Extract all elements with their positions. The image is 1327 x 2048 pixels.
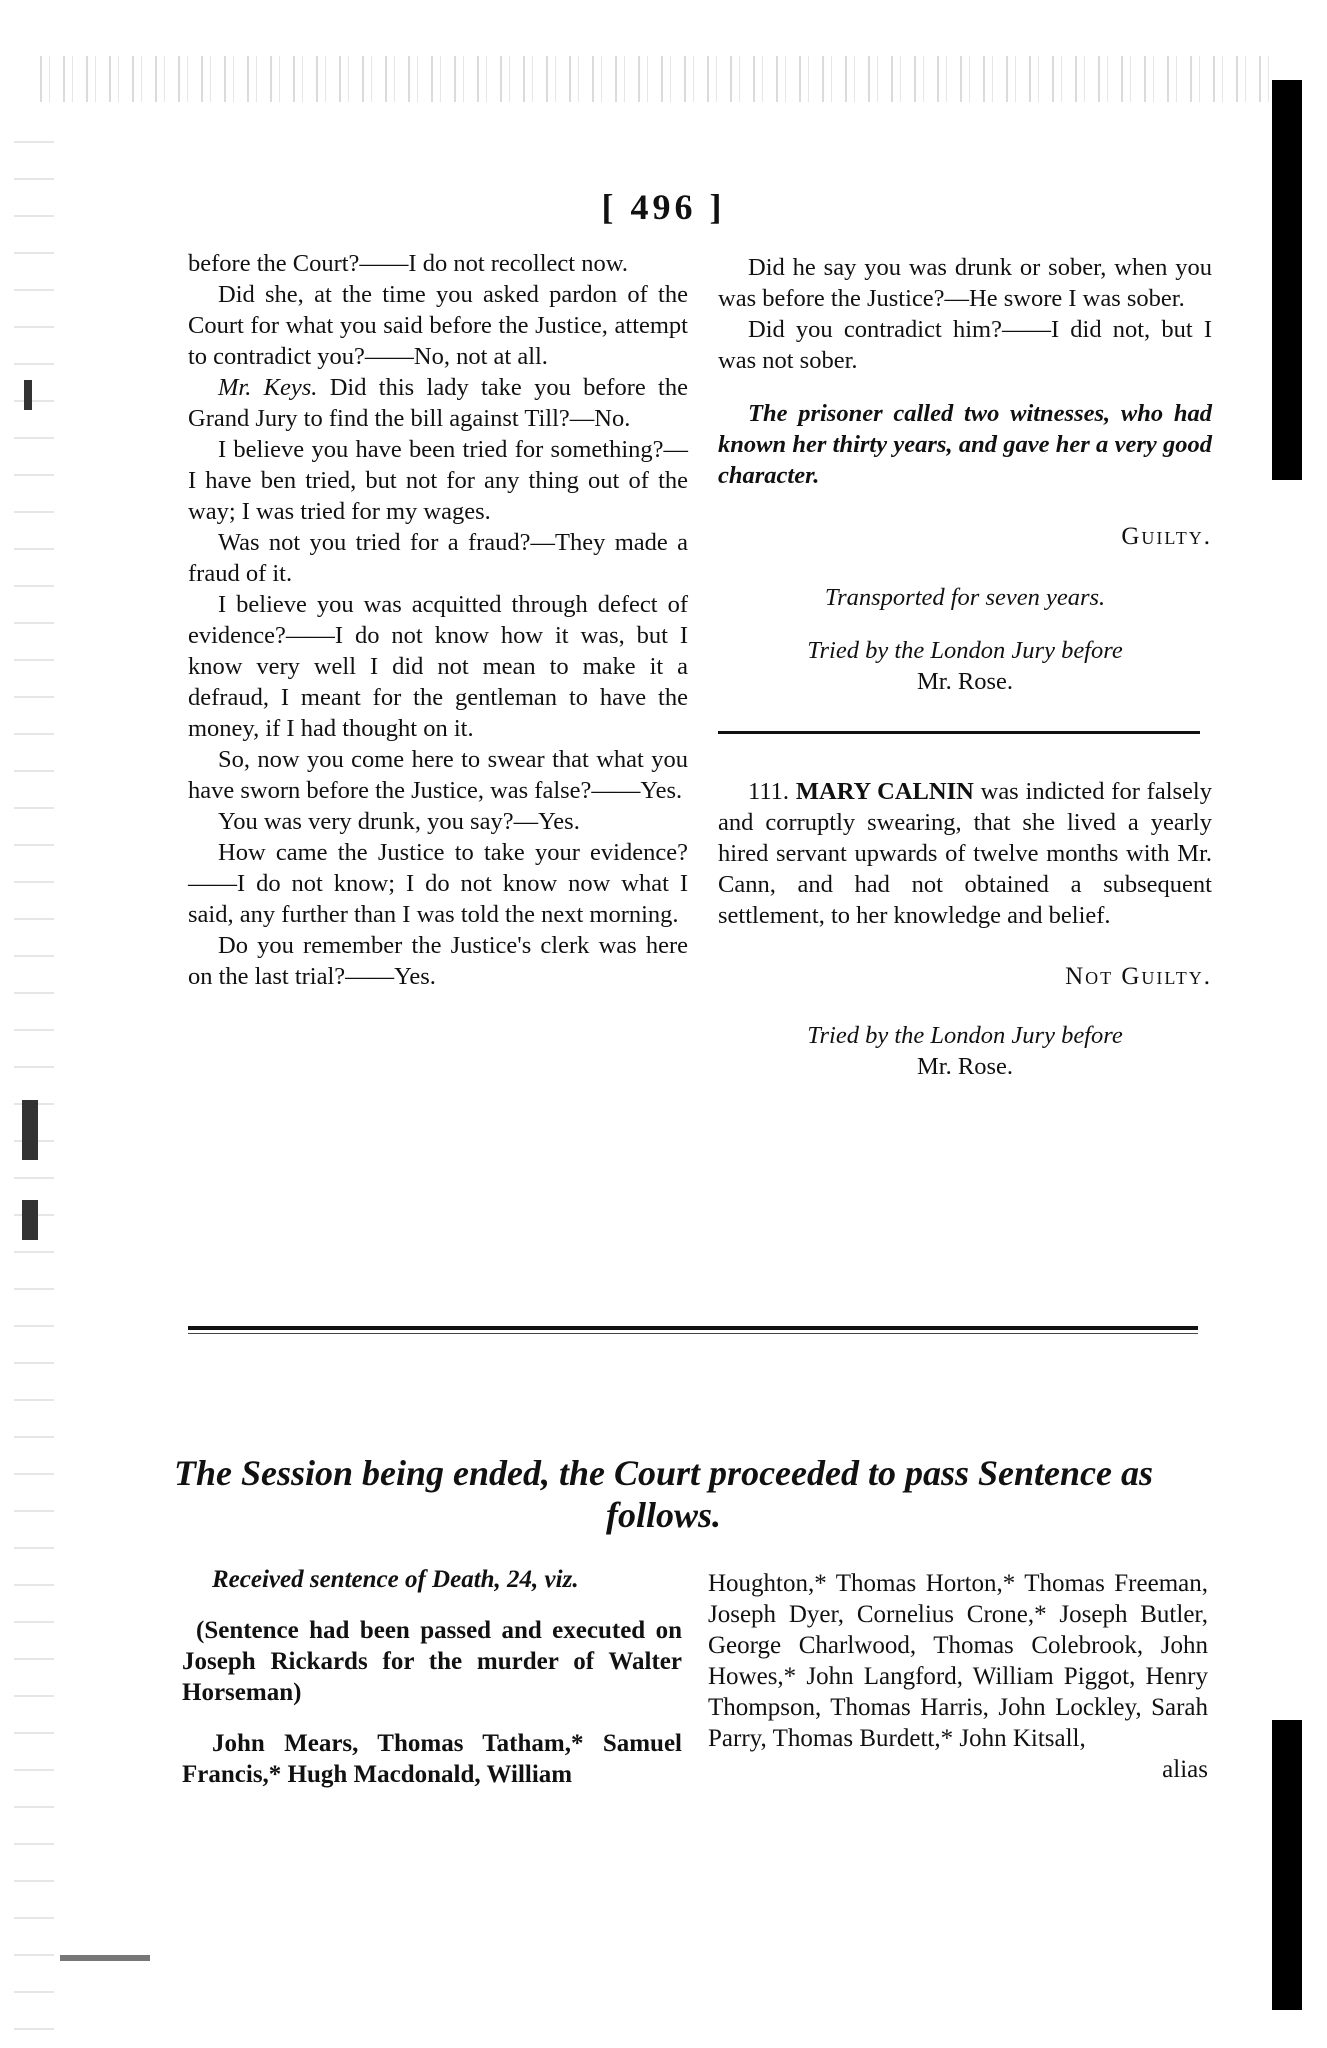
- paragraph: [188, 372, 688, 434]
- paragraph: How came the Justice to take your evidence?——I do not know; I do not know now what I said, any further than I was told the next morning.: [188, 839, 688, 928]
- paragraph: So, now you come here to swear that what you have sworn before the Justice, was false?——Yes.: [188, 746, 688, 804]
- tried-by-judge: [718, 1051, 1212, 1082]
- sentence-list-right: [708, 1568, 1208, 1785]
- death-sentence-heading: Received sentence of Death, 24, viz.: [212, 1566, 579, 1593]
- paragraph: Did she, at the time you asked pardon of the Court for what you said before the Justice, attempt to contradict you?——No, not at all.: [188, 281, 688, 370]
- verdict-not-guilty: Not Guilty.: [1065, 963, 1212, 990]
- page-number: [ 496 ]: [601, 187, 726, 227]
- left-column: [188, 248, 688, 992]
- margin-mark: [22, 1100, 38, 1160]
- verdict-guilty: Guilty.: [1121, 523, 1212, 550]
- margin-mark: [24, 380, 32, 410]
- paragraph: I believe you have been tried for something?—I have ben tried, but not for any thing out of the way; I was tried for my wages.: [188, 436, 688, 525]
- tried-by-judge: [718, 666, 1212, 697]
- section-rule: [718, 731, 1200, 734]
- names-list: Houghton,* Thomas Horton,* Thomas Freeman, Joseph Dyer, Cornelius Crone,* Joseph Butler, George Charlwood, Thomas Colebrook, John Howes,* John Langford, William Piggot, Henry Thompson, Thomas Harris, John Lockley, Sarah Parry, Thomas Burdett,* John Kitsall,: [708, 1570, 1208, 1752]
- paragraph: Did he say you was drunk or sober, when you was before the Justice?—He swore I was sober.: [718, 254, 1212, 312]
- judge-name: Mr. Rose.: [917, 668, 1013, 695]
- execution-note: (Sentence had been passed and executed on Joseph Rickards for the murder of Walter Horseman): [182, 1617, 682, 1706]
- margin-mark: [22, 1200, 38, 1240]
- defendant-name: MARY CALNIN: [795, 778, 974, 805]
- edge-bar-bottom-right: [1272, 1720, 1302, 2010]
- paragraph: before the Court?——I do not recollect now.: [188, 250, 628, 277]
- section-divider-thick: [188, 1326, 1198, 1330]
- session-heading: The Session being ended, the Court proceeded to pass Sentence as follows.: [174, 1453, 1153, 1535]
- alias-word: alias: [1162, 1756, 1208, 1783]
- speaker-name: Mr. Keys.: [218, 374, 318, 401]
- prisoner-note: The prisoner called two witnesses, who had known her thirty years, and gave her a very good character.: [718, 400, 1212, 489]
- tried-by: Tried by the London Jury before: [807, 1022, 1123, 1049]
- right-column: [718, 252, 1212, 1082]
- section-divider-thin: [188, 1333, 1198, 1334]
- margin-mark: [60, 1955, 150, 1961]
- sentence-text: Transported for seven years.: [824, 584, 1106, 611]
- scan-noise-left: [14, 110, 54, 2030]
- tried-by: Tried by the London Jury before: [807, 637, 1123, 664]
- case-text: was indicted for falsely and corruptly swearing, that she lived a yearly hired servant upwards of twelve months with Mr. Cann, and had not obtained a subsequent settlement, to her knowledge and belief.: [718, 778, 1212, 929]
- paragraph: Was not you tried for a fraud?—They made a fraud of it.: [188, 529, 688, 587]
- sentence-list-left: [182, 1564, 682, 1790]
- paragraph: You was very drunk, you say?—Yes.: [218, 808, 580, 835]
- paragraph: I believe you was acquitted through defect of evidence?——I do not know how it was, but I know very well I did not mean to make it a defraud, I meant for the gentleman to have the money, if I had thought on it.: [188, 591, 688, 742]
- names-list: John Mears, Thomas Tatham,* Samuel Francis,* Hugh Macdonald, William: [182, 1730, 682, 1788]
- edge-bar-top-right: [1272, 80, 1302, 480]
- scan-noise-top: [40, 56, 1270, 102]
- case-number: 111.: [748, 778, 790, 805]
- paragraph: Did you contradict him?——I did not, but I was not sober.: [718, 316, 1212, 374]
- paragraph: Do you remember the Justice's clerk was here on the last trial?——Yes.: [188, 932, 688, 990]
- judge-name: Mr. Rose.: [917, 1053, 1013, 1080]
- paragraph-text: Did this lady take you before the Grand Jury to find the bill against Till?—No.: [188, 374, 688, 432]
- case-paragraph: [718, 776, 1212, 931]
